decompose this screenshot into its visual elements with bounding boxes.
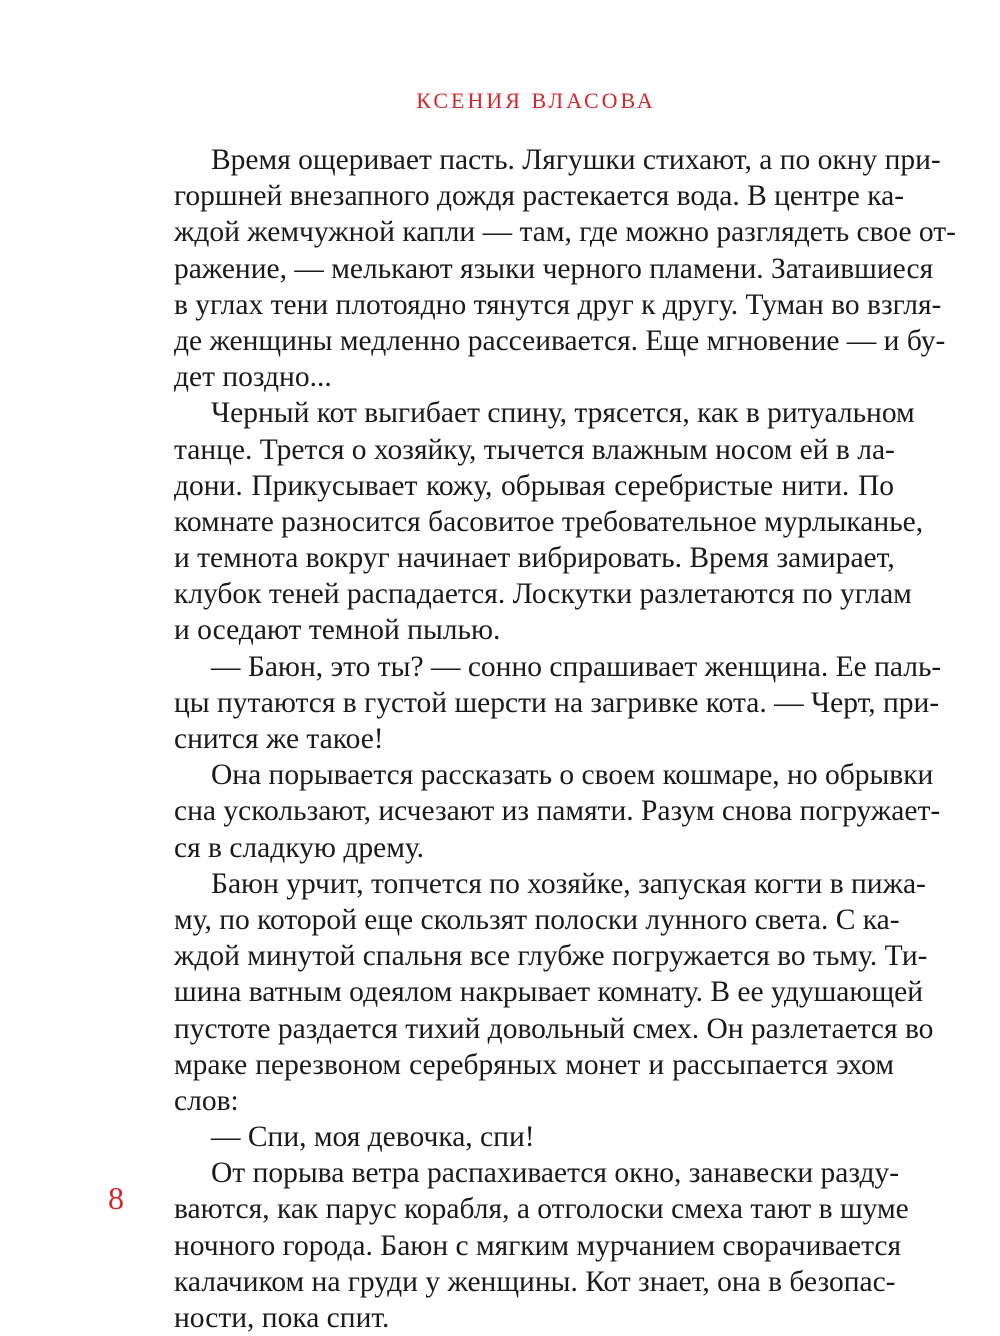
text-line: Время ощеривает пасть. Лягушки стихают, а по окну при- <box>211 144 941 176</box>
text-line: му, по которой еще скользят полоски лунного света. С ка- <box>174 903 900 936</box>
text-line: От порыва ветра распахивается окно, занавески разду- <box>211 1157 900 1190</box>
text-line: пустоте раздается тихий довольный смех. Он разлетается во <box>174 1012 934 1045</box>
text-line: ждой минутой спальня все глубже погружается во тьму. Ти- <box>174 940 928 973</box>
text-line: ности, пока спит. <box>174 1302 390 1334</box>
text-line: ждой жемчужной капли — там, где можно разглядеть свое от- <box>174 216 957 249</box>
text-line: — Баюн, это ты? — сонно спрашивает женщина. Ее паль- <box>211 650 942 683</box>
text-line: калачиком на груди у женщины. Кот знает, она в безопас- <box>174 1265 896 1298</box>
paragraph <box>174 395 924 648</box>
body-text <box>174 142 957 1336</box>
paragraph <box>174 757 941 866</box>
text-line: сна ускользают, исчезают из памяти. Разум снова погружает- <box>174 795 941 828</box>
text-line: комнате разносится басовитое требовательное мурлыканье, <box>174 505 924 538</box>
text-line: ваются, как парус корабля, а отголоски смеха тают в шуме <box>174 1193 909 1226</box>
running-header-author: КСЕНИЯ ВЛАСОВА <box>416 88 656 113</box>
text-line: — Спи, моя девочка, спи! <box>211 1121 535 1154</box>
text-line: цы путаются в густой шерсти на загривке кота. — Черт, при- <box>174 686 940 719</box>
text-line: горшней внезапного дождя растекается вода. В центре ка- <box>174 180 905 213</box>
paragraph <box>174 1155 909 1336</box>
paragraph <box>174 866 934 1119</box>
text-line: Черный кот выгибает спину, трясется, как в ритуальном <box>211 397 915 430</box>
paragraph <box>174 1119 894 1155</box>
page-number: 8 <box>108 1180 124 1216</box>
text-line: клубок теней распадается. Лоскутки разлетаются по углам <box>174 578 912 611</box>
text-line: танце. Трется о хозяйку, тычется влажным носом ей в ла- <box>174 433 895 466</box>
text-line: и темнота вокруг начинает вибрировать. Время замирает, <box>174 542 895 575</box>
text-line: мраке перезвоном серебряных монет и рассыпается эхом <box>174 1048 894 1081</box>
text-line: и оседают темной пылью. <box>174 614 501 647</box>
text-line: дони. Прикусывает кожу, обрывая серебристые нити. По <box>174 469 894 502</box>
text-line: ночного города. Баюн с мягким мурчанием сворачивается <box>174 1229 902 1262</box>
text-line: снится же такое! <box>174 723 384 755</box>
text-line: дет поздно... <box>174 361 332 394</box>
text-line: шина ватным одеялом накрывает комнату. В ее удушающей <box>174 976 924 1009</box>
text-line: Она порывается рассказать о своем кошмаре, но обрывки <box>211 759 934 792</box>
text-line: слов: <box>174 1084 239 1117</box>
text-line: де женщины медленно рассеивается. Еще мгновение — и бу- <box>174 324 946 357</box>
paragraph <box>174 142 957 395</box>
text-line: Баюн урчит, топчется по хозяйке, запуская когти в пижа- <box>211 867 926 900</box>
text-line: ражение, — мелькают языки черного пламени. Затаившиеся <box>174 252 934 285</box>
text-line: ся в сладкую дрему. <box>174 831 425 864</box>
text-line: в углах тени плотоядно тянутся друг к другу. Туман во взгля- <box>174 288 942 321</box>
paragraph <box>174 649 942 758</box>
